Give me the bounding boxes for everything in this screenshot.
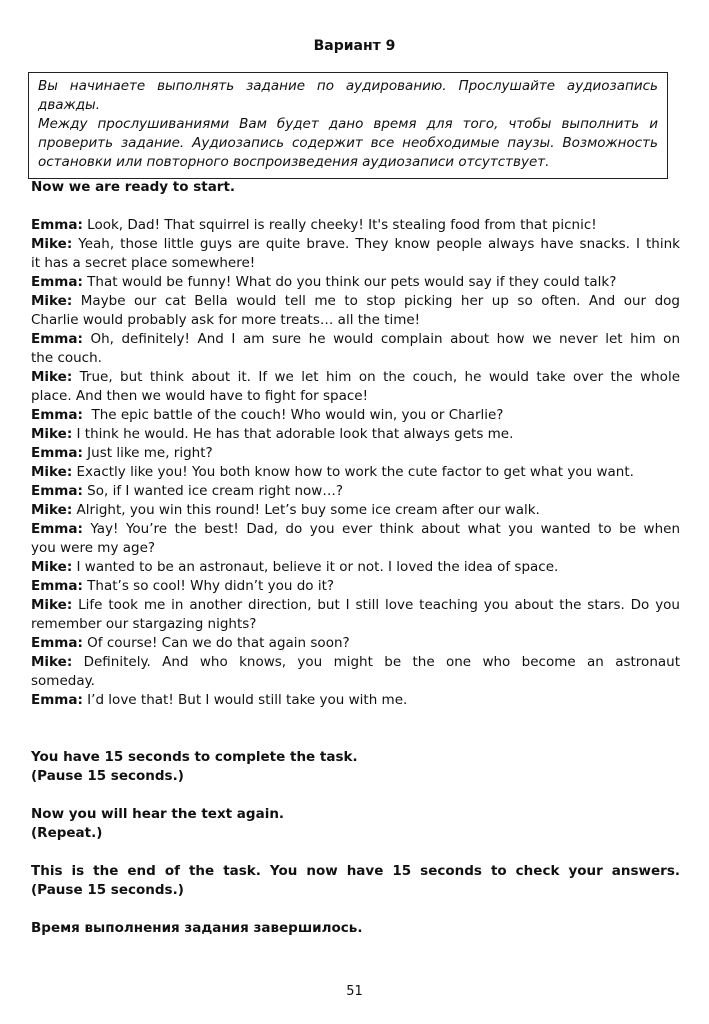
dialogue-line bbox=[31, 235, 680, 254]
dialogue-text: Alright, you win this round! Let’s buy some ice cream after our walk. bbox=[76, 502, 540, 518]
dialogue-continuation: Charlie would probably ask for more treats… all the time! bbox=[31, 312, 421, 328]
page-number: 51 bbox=[346, 984, 363, 999]
dialogue-text: I’d love that! But I would still take you with me. bbox=[87, 692, 408, 708]
repeat-notice: Now you will hear the text again. bbox=[31, 806, 285, 822]
dialogue-text: Maybe our cat Bella would tell me to stop picking her up so often. And our dog bbox=[80, 293, 680, 309]
dialogue-line bbox=[31, 501, 680, 520]
speaker-label: Mike: bbox=[31, 654, 73, 670]
repeat-label: (Repeat.) bbox=[31, 825, 103, 841]
speaker-label: Emma: bbox=[31, 521, 83, 537]
dialogue-line bbox=[31, 273, 680, 292]
dialogue-line bbox=[31, 596, 680, 615]
dialogue-continuation: the couch. bbox=[31, 350, 102, 366]
pause-notice: (Pause 15 seconds.) bbox=[31, 768, 184, 784]
dialogue-text: Look, Dad! That squirrel is really cheeky! It's stealing food from that picnic! bbox=[87, 217, 597, 233]
speaker-label: Emma: bbox=[31, 578, 83, 594]
dialogue-text: Life took me in another direction, but I still love teaching you about the stars. Do you bbox=[78, 597, 680, 613]
page-title: Вариант 9 bbox=[313, 38, 396, 54]
speaker-label: Mike: bbox=[31, 236, 73, 252]
dialogue-text: Definitely. And who knows, you might be the one who become an astronaut bbox=[83, 654, 680, 670]
instruction-line: остановки или повторного воспроизведения аудиозаписи отсутствует. bbox=[38, 154, 550, 170]
dialogue-continuation: remember our stargazing nights? bbox=[31, 616, 257, 632]
dialogue-line bbox=[31, 330, 680, 349]
dialogue-text: The epic battle of the couch! Who would win, you or Charlie? bbox=[87, 407, 504, 423]
dialogue-line bbox=[31, 368, 680, 387]
dialogue-continuation: someday. bbox=[31, 673, 95, 689]
time-over-notice: Время выполнения задания завершилось. bbox=[31, 920, 363, 936]
pause-notice: (Pause 15 seconds.) bbox=[31, 882, 184, 898]
dialogue-line bbox=[31, 463, 680, 482]
dialogue-continuation: it has a secret place somewhere! bbox=[31, 255, 256, 271]
speaker-label: Mike: bbox=[31, 293, 73, 309]
dialogue-text: I think he would. He has that adorable look that always gets me. bbox=[76, 426, 514, 442]
dialogue-text: That’s so cool! Why didn’t you do it? bbox=[87, 578, 335, 594]
instruction-line: Вы начинаете выполнять задание по аудированию. Прослушайте аудиозапись дважды. bbox=[38, 78, 658, 113]
speaker-label: Emma: bbox=[31, 331, 83, 347]
dialogue-text: That would be funny! What do you think our pets would say if they could talk? bbox=[87, 274, 617, 290]
speaker-label: Mike: bbox=[31, 502, 73, 518]
dialogue-line bbox=[31, 216, 680, 235]
speaker-label: Emma: bbox=[31, 217, 83, 233]
speaker-label: Emma: bbox=[31, 692, 83, 708]
dialogue-continuation: place. And then we would have to fight for space! bbox=[31, 388, 369, 404]
dialogue-text: Yay! You’re the best! Dad, do you ever think about what you wanted to be when bbox=[90, 521, 681, 537]
dialogue-line bbox=[31, 482, 680, 501]
dialogue-text: Of course! Can we do that again soon? bbox=[87, 635, 350, 651]
dialogue-text: I wanted to be an astronaut, believe it or not. I loved the idea of space. bbox=[76, 559, 559, 575]
speaker-label: Emma: bbox=[31, 483, 83, 499]
dialogue-text: So, if I wanted ice cream right now…? bbox=[87, 483, 343, 499]
dialogue-text: Yeah, those little guys are quite brave. They know people always have snacks. I think bbox=[78, 236, 680, 252]
dialogue-line bbox=[31, 653, 680, 672]
speaker-label: Mike: bbox=[31, 426, 73, 442]
dialogue-line bbox=[31, 558, 680, 577]
dialogue-line bbox=[31, 691, 680, 710]
dialogue-text: Exactly like you! You both know how to work the cute factor to get what you want. bbox=[76, 464, 634, 480]
dialogue-line bbox=[31, 520, 680, 539]
dialogue-text: Just like me, right? bbox=[87, 445, 213, 461]
dialogue-line bbox=[31, 292, 680, 311]
speaker-label: Mike: bbox=[31, 464, 73, 480]
dialogue-line bbox=[31, 406, 680, 425]
speaker-label: Mike: bbox=[31, 559, 73, 575]
dialogue-line bbox=[31, 425, 680, 444]
speaker-label: Emma: bbox=[31, 445, 83, 461]
instruction-line: проверить задание. Аудиозапись содержит все необходимые паузы. Возможность bbox=[38, 135, 658, 151]
dialogue-line bbox=[31, 577, 680, 596]
speaker-label: Mike: bbox=[31, 369, 73, 385]
dialogue-text: True, but think about it. If we let him on the couch, he would take over the whole bbox=[79, 369, 681, 385]
task-time-notice: You have 15 seconds to complete the task. bbox=[31, 749, 358, 765]
instruction-box bbox=[28, 72, 668, 179]
dialogue-continuation: you were my age? bbox=[31, 540, 156, 556]
dialogue-text: Oh, definitely! And I am sure he would complain about how we never let him on bbox=[90, 331, 681, 347]
dialogue-line bbox=[31, 634, 680, 653]
end-notice: This is the end of the task. You now have 15 seconds to check your answers. bbox=[31, 863, 680, 879]
speaker-label: Emma: bbox=[31, 635, 83, 651]
instruction-line: Между прослушиваниями Вам будет дано время для того, чтобы выполнить и bbox=[38, 116, 658, 132]
speaker-label: Mike: bbox=[31, 597, 73, 613]
speaker-label: Emma: bbox=[31, 407, 83, 423]
dialogue-line bbox=[31, 444, 680, 463]
start-heading: Now we are ready to start. bbox=[31, 179, 236, 195]
speaker-label: Emma: bbox=[31, 274, 83, 290]
